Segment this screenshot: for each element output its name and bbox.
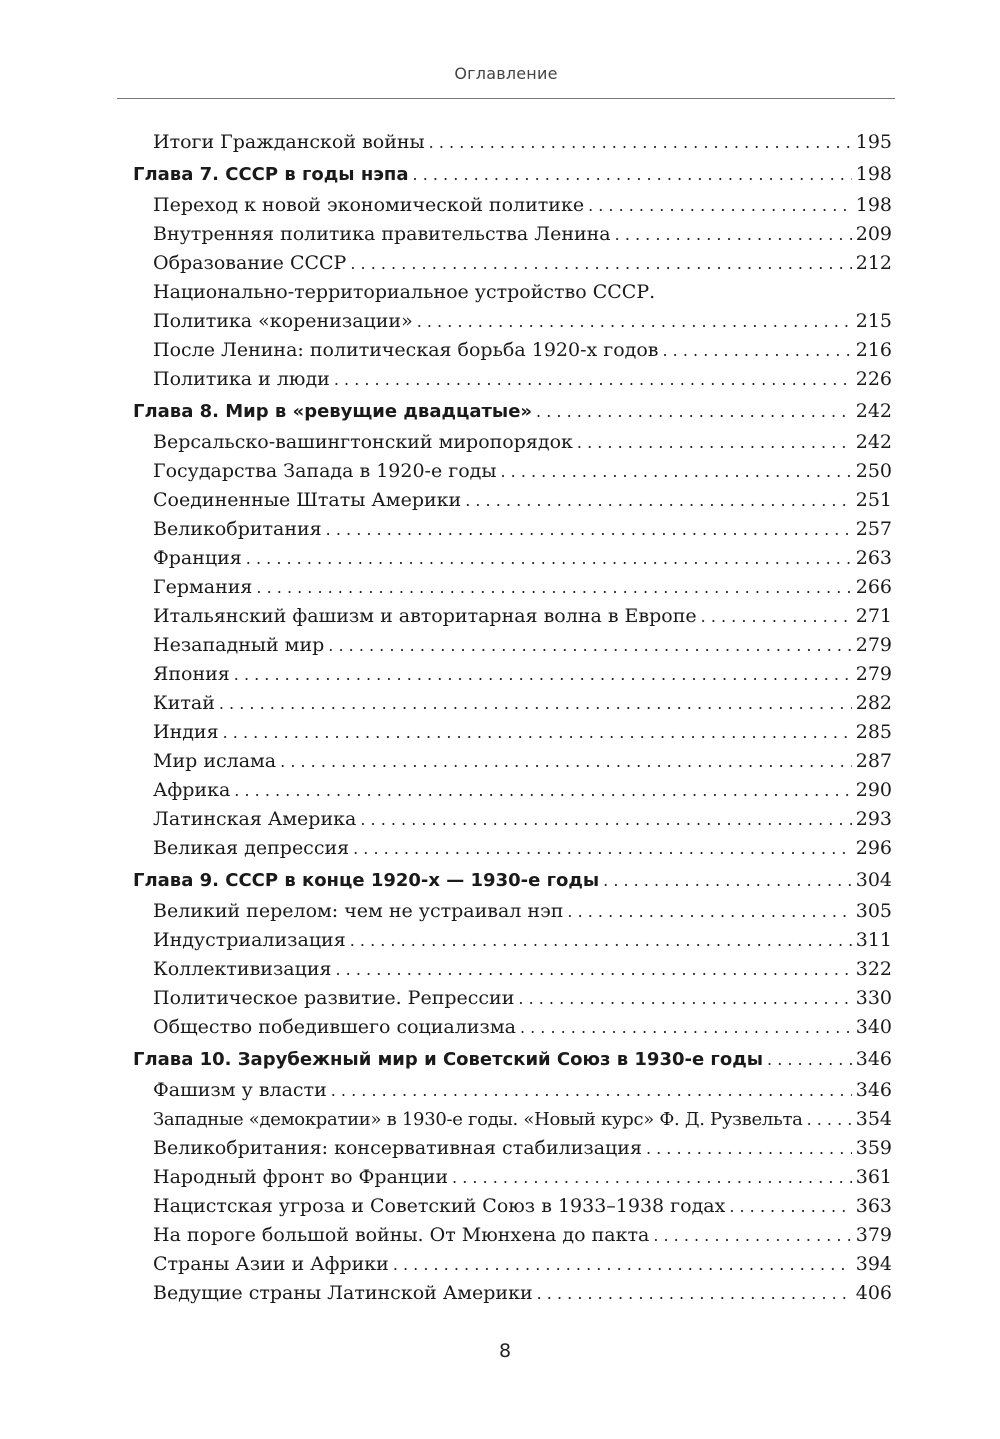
leader-dots [567,897,851,926]
leader-dots [767,1043,852,1076]
toc-entry[interactable] [133,428,892,457]
toc-entry-page: 242 [855,400,892,422]
toc-entry-title: Незападный мир [153,634,325,656]
toc-entry-page: 379 [855,1224,892,1246]
toc-entry-title: Япония [153,663,230,685]
toc-entry-page: 215 [855,310,892,332]
toc-entry[interactable] [133,1163,892,1192]
toc-entry[interactable] [133,1250,892,1279]
toc-entry[interactable] [133,1192,892,1221]
leader-dots [520,1013,852,1042]
toc-entry-page: 322 [855,958,892,980]
toc-entry-title: Образование СССР [153,252,347,274]
leader-dots [336,955,852,984]
toc-entry-title: Общество победившего социализма [153,1016,516,1038]
leader-dots [413,158,852,191]
toc-entry-title: Версальско-вашингтонский миропорядок [153,431,573,453]
leader-dots [350,249,851,278]
toc-entry-title: Мир ислама [153,750,277,772]
leader-dots [536,395,852,428]
leader-dots [234,776,851,805]
leader-dots [663,336,852,365]
toc-entry-title: Страны Азии и Африки [153,1253,389,1275]
toc-entry-page: 195 [855,131,892,153]
table-of-contents [133,128,892,1308]
toc-entry-page: 242 [855,431,892,453]
toc-entry[interactable] [133,1105,892,1134]
toc-entry-page: 394 [855,1253,892,1275]
toc-entry-title: Китай [153,692,215,714]
toc-entry-page: 361 [855,1166,892,1188]
leader-dots [465,486,852,515]
toc-entry[interactable] [133,805,892,834]
toc-entry-page: 293 [855,808,892,830]
toc-entry-title: Великобритания: консервативная стабилизация [153,1137,642,1159]
leader-dots [256,573,851,602]
toc-entry-page: 290 [855,779,892,801]
toc-entry[interactable] [133,1076,892,1105]
toc-entry-page: 363 [855,1195,892,1217]
toc-entry[interactable] [133,689,892,718]
toc-entry-page: 296 [855,837,892,859]
toc-entry-page: 198 [855,194,892,216]
toc-entry[interactable] [133,602,892,631]
toc-entry[interactable] [133,544,892,573]
toc-entry[interactable] [133,515,892,544]
toc-entry-title: Внутренняя политика правительства Ленина [153,223,611,245]
leader-dots [577,428,852,457]
toc-entry-title: На пороге большой войны. От Мюнхена до пакта [153,1224,650,1246]
leader-dots [246,544,852,573]
toc-entry-title: Латинская Америка [153,808,357,830]
toc-entry-title: Итоги Гражданской войны [153,131,425,153]
toc-entry-page: 311 [855,929,892,951]
toc-entry-title: Африка [153,779,231,801]
leader-dots [537,1279,852,1308]
leader-dots [353,834,852,863]
toc-entry[interactable] [133,365,892,394]
toc-entry[interactable] [133,926,892,955]
toc-entry[interactable] [133,631,892,660]
leader-dots [223,718,852,747]
toc-entry-title: Государства Запада в 1920-е годы [153,460,497,482]
toc-entry-page: 305 [855,900,892,922]
toc-chapter-8[interactable] [133,395,892,428]
toc-entry-page: 257 [855,518,892,540]
toc-entry-title: Соединенные Штаты Америки [153,489,462,511]
toc-entry-title: Великая депрессия [153,837,350,859]
toc-entry-page: 330 [855,987,892,1009]
toc-entry[interactable] [133,573,892,602]
toc-entry-title: Фашизм у власти [153,1079,327,1101]
toc-entry-title: Ведущие страны Латинской Америки [153,1282,533,1304]
toc-entry-page: 354 [855,1108,892,1130]
toc-entry[interactable] [133,336,892,365]
toc-entry-title: Индия [153,721,219,743]
toc-entry[interactable] [133,128,892,157]
toc-entry-title: После Ленина: политическая борьба 1920-х годов [153,339,659,361]
toc-entry-title: Народный фронт во Франции [153,1166,449,1188]
toc-entry-title: Политика «коренизации» [153,310,413,332]
leader-dots [807,1105,852,1134]
toc-entry-page: 250 [855,460,892,482]
toc-entry-page: 212 [855,252,892,274]
toc-entry[interactable] [133,1221,892,1250]
toc-entry[interactable] [133,486,892,515]
leader-dots [326,515,852,544]
leader-dots [500,457,851,486]
leader-dots [360,805,851,834]
toc-entry-title: Коллективизация [153,958,332,980]
toc-entry[interactable] [133,718,892,747]
toc-entry[interactable] [133,984,892,1013]
toc-entry-title: Германия [153,576,253,598]
toc-chapter-10[interactable] [133,1043,892,1076]
leader-dots [429,128,852,157]
toc-entry-title: Политика и люди [153,368,330,390]
leader-dots [452,1163,852,1192]
leader-dots [219,689,852,718]
toc-entry-title: Франция [153,547,242,569]
toc-entry-title: Политическое развитие. Репрессии [153,987,515,1009]
toc-entry-page: 346 [855,1048,892,1070]
toc-entry-page: 198 [855,163,892,185]
toc-entry-title: Западные «демократии» в 1930-е годы. «Новый курс» Ф. Д. Рузвельта [153,1109,803,1130]
leader-dots [350,926,852,955]
toc-chapter-title: Глава 10. Зарубежный мир и Советский Союз в 1930-е годы [133,1049,764,1070]
toc-entry[interactable] [133,776,892,805]
toc-entry[interactable] [133,897,892,926]
toc-entry-title: Великий перелом: чем не устраивал нэп [153,900,564,922]
toc-entry-page: 359 [855,1137,892,1159]
toc-entry[interactable] [133,220,892,249]
toc-chapter-7[interactable] [133,158,892,191]
toc-entry[interactable] [133,955,892,984]
toc-entry-page: 340 [855,1016,892,1038]
toc-entry-page: 209 [855,223,892,245]
toc-entry[interactable] [133,834,892,863]
toc-entry-title: Нацистская угроза и Советский Союз в 1933–1938 годах [153,1195,726,1217]
toc-entry-page: 279 [855,634,892,656]
leader-dots [646,1134,852,1163]
toc-entry[interactable] [133,249,892,278]
leader-dots [653,1221,851,1250]
leader-dots [280,747,852,776]
running-header: Оглавление [454,64,558,83]
leader-dots [393,1250,852,1279]
toc-entry-page: 282 [855,692,892,714]
toc-entry-page: 226 [855,368,892,390]
toc-entry-title-line1: Национально-территориальное устройство СССР. [153,281,656,303]
toc-entry[interactable] [133,1279,892,1308]
toc-entry-page: 271 [855,605,892,627]
leader-dots [417,307,852,336]
toc-entry-page: 287 [855,750,892,772]
toc-entry[interactable] [133,191,892,220]
leader-dots [603,864,852,897]
leader-dots [334,365,852,394]
toc-entry-page: 285 [855,721,892,743]
toc-chapter-title: Глава 7. СССР в годы нэпа [133,164,409,185]
leader-dots [518,984,851,1013]
toc-entry[interactable] [133,747,892,776]
toc-entry-title: Великобритания [153,518,322,540]
toc-entry-page: 251 [855,489,892,511]
toc-entry[interactable] [133,1134,892,1163]
leader-dots [331,1076,852,1105]
leader-dots [588,191,852,220]
toc-entry-page: 216 [855,339,892,361]
toc-entry-page: 266 [855,576,892,598]
leader-dots [234,660,852,689]
leader-dots [729,1192,851,1221]
toc-entry-page: 263 [855,547,892,569]
leader-dots [701,602,852,631]
toc-entry[interactable] [133,307,892,336]
page-number: 8 [498,1340,512,1362]
toc-chapter-9[interactable] [133,864,892,897]
toc-chapter-title: Глава 9. СССР в конце 1920-х — 1930-е годы [133,870,600,891]
header-rule [117,98,895,99]
leader-dots [615,220,852,249]
toc-chapter-title: Глава 8. Мир в «ревущие двадцатые» [133,401,533,422]
toc-entry-title: Переход к новой экономической политике [153,194,585,216]
toc-entry[interactable] [133,660,892,689]
toc-entry-page: 406 [855,1282,892,1304]
toc-entry-page: 304 [855,869,892,891]
toc-entry-page: 279 [855,663,892,685]
toc-entry[interactable] [133,1013,892,1042]
toc-entry-title: Итальянский фашизм и авторитарная волна в Европе [153,605,697,627]
toc-entry[interactable] [133,457,892,486]
leader-dots [328,631,851,660]
toc-entry-page: 346 [855,1079,892,1101]
toc-entry-title: Индустриализация [153,929,346,951]
